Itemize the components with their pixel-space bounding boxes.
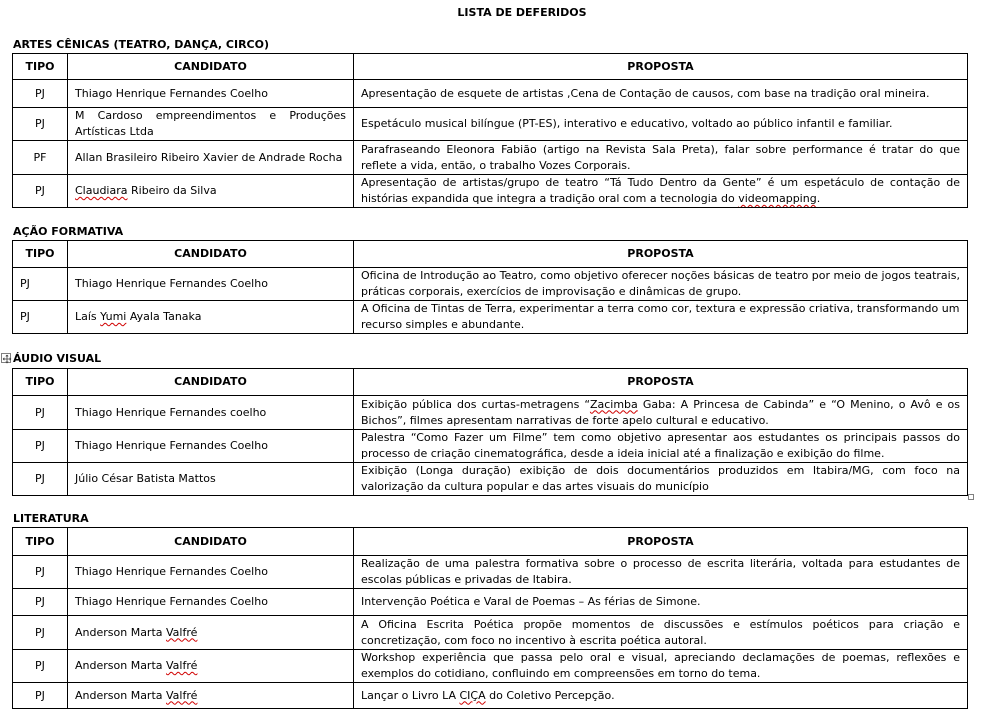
cell-tipo: PF	[13, 141, 68, 175]
table-row	[13, 616, 968, 650]
cell-proposta	[354, 175, 968, 208]
cell-proposta	[354, 683, 968, 709]
cell-candidato	[68, 650, 354, 683]
table-row	[13, 650, 968, 683]
table-acao-formativa	[12, 240, 968, 334]
table-row	[13, 175, 968, 208]
table-row	[13, 683, 968, 709]
cell-candidato: Thiago Henrique Fernandes Coelho	[68, 556, 354, 589]
cell-tipo: PJ	[13, 683, 68, 709]
header-tipo: TIPO	[13, 369, 68, 396]
proposta-text: Apresentação de artistas/grupo de teatro “Tá Tudo Dentro da Gente” é um espetáculo de contação de histórias expandida que integra a tradição oral com a tecnologia do	[361, 176, 960, 205]
table-row	[13, 396, 968, 430]
cell-candidato	[68, 616, 354, 650]
section-title-acao-formativa: AÇÃO FORMATIVA	[13, 225, 124, 238]
proposta-text: Gaba: A Princesa de Cabinda” e “O Menino, o Avô e os Bichos”, filmes apresentam narrativas de forte apelo cultural e educativo.	[361, 397, 961, 427]
header-proposta: PROPOSTA	[354, 241, 968, 268]
document-title: LISTA DE DEFERIDOS	[457, 6, 587, 19]
cell-proposta: Parafraseando Eleonora Fabião (artigo na Revista Sala Preta), falar sobre performance é tratar do que reflete a vida, então, o trabalho Vozes Corporais.	[354, 141, 968, 175]
header-candidato: CANDIDATO	[68, 369, 354, 396]
cell-proposta: Palestra “Como Fazer um Filme” tem como objetivo apresentar aos estudantes os principais passos do processo de criação cinematográfica, desde a ideia inicial até a finalização e exibição do filme.	[354, 430, 968, 463]
table-header-row	[13, 241, 968, 268]
cell-proposta: Apresentação de esquete de artistas ,Cena de Contação de causos, com base na tradição oral mineira.	[354, 80, 968, 108]
candidato-text: Anderson Marta	[75, 688, 167, 702]
misspelled-word: Yumi	[100, 310, 127, 323]
cell-tipo: PJ	[13, 80, 68, 108]
table-row	[13, 430, 968, 463]
proposta-text: do Coletivo Percepção.	[485, 688, 615, 702]
cell-tipo: PJ	[13, 589, 68, 616]
proposta-text: .	[816, 192, 821, 205]
section-title-audio-visual: ÁUDIO VISUAL	[13, 352, 102, 365]
table-header-row	[13, 369, 968, 396]
table-resize-handle[interactable]	[968, 494, 974, 500]
table-header-row	[13, 54, 968, 80]
cell-proposta: A Oficina de Tintas de Terra, experimentar a terra como cor, textura e expressão criativa, transformando um recurso simples e abundante.	[354, 301, 968, 334]
header-tipo: TIPO	[13, 528, 68, 556]
misspelled-word: Claudiara	[75, 184, 128, 197]
table-row	[13, 141, 968, 175]
table-row	[13, 268, 968, 301]
cell-tipo: PJ	[13, 175, 68, 208]
header-tipo: TIPO	[13, 241, 68, 268]
table-artes-cenicas	[12, 53, 968, 208]
table-row	[13, 556, 968, 589]
cell-candidato	[68, 301, 354, 334]
section-title-artes-cenicas: ARTES CÊNICAS (TEATRO, DANÇA, CIRCO)	[13, 38, 270, 51]
cell-tipo: PJ	[13, 301, 68, 334]
proposta-text: Exibição pública dos curtas-metragens “	[361, 397, 590, 411]
candidato-text: Anderson Marta	[75, 659, 167, 672]
cell-proposta: Intervenção Poética e Varal de Poemas – As férias de Simone.	[354, 589, 968, 616]
cell-proposta: A Oficina Escrita Poética propõe momentos de discussões e estímulos poéticos para criação e concretização, com foco no incentivo à escrita poética autoral.	[354, 616, 968, 650]
cell-tipo: PJ	[13, 556, 68, 589]
cell-proposta: Workshop experiência que passa pelo oral e visual, apreciando declamações de poemas, reflexões e exemplos do cotidiano, confluindo em compreensões em torno do tema.	[354, 650, 968, 683]
cell-proposta: Espetáculo musical bilíngue (PT-ES), interativo e educativo, voltado ao público infantil e familiar.	[354, 108, 968, 141]
misspelled-word: CIÇA	[459, 688, 486, 702]
header-proposta: PROPOSTA	[354, 369, 968, 396]
header-proposta: PROPOSTA	[354, 54, 968, 80]
cell-tipo: PJ	[13, 650, 68, 683]
cell-tipo: PJ	[13, 463, 68, 496]
cell-tipo: PJ	[13, 396, 68, 430]
cell-tipo: PJ	[13, 108, 68, 141]
table-row	[13, 589, 968, 616]
header-proposta: PROPOSTA	[354, 528, 968, 556]
cell-proposta: Oficina de Introdução ao Teatro, como objetivo oferecer noções básicas de teatro por meio de jogos teatrais, práticas corporais, exercícios de improvisação e dinâmicas de grupo.	[354, 268, 968, 301]
cell-candidato: M Cardoso empreendimentos e Produções Artísticas Ltda	[68, 108, 354, 141]
table-row	[13, 80, 968, 108]
cell-tipo: PJ	[13, 430, 68, 463]
cell-candidato: Júlio César Batista Mattos	[68, 463, 354, 496]
cell-proposta	[354, 396, 968, 430]
cell-candidato: Thiago Henrique Fernandes Coelho	[68, 430, 354, 463]
cell-candidato	[68, 175, 354, 208]
table-audio-visual	[12, 368, 968, 496]
cell-proposta: Realização de uma palestra formativa sobre o processo de escrita literária, voltada para estudantes de escolas públicas e privadas de Itabira.	[354, 556, 968, 589]
table-row	[13, 301, 968, 334]
candidato-text: Anderson Marta	[75, 625, 167, 639]
cell-tipo: PJ	[13, 616, 68, 650]
section-title-literatura: LITERATURA	[13, 512, 89, 525]
table-move-handle-icon[interactable]	[1, 353, 11, 363]
header-candidato: CANDIDATO	[68, 528, 354, 556]
candidato-text: Laís	[75, 310, 101, 323]
cell-candidato: Thiago Henrique Fernandes Coelho	[68, 80, 354, 108]
cell-candidato: Thiago Henrique Fernandes Coelho	[68, 589, 354, 616]
cell-candidato: Thiago Henrique Fernandes Coelho	[68, 268, 354, 301]
table-header-row	[13, 528, 968, 556]
misspelled-word: Zacimba	[589, 397, 638, 411]
header-candidato: CANDIDATO	[68, 241, 354, 268]
table-row	[13, 463, 968, 496]
cell-candidato	[68, 683, 354, 709]
cell-tipo: PJ	[13, 268, 68, 301]
cell-proposta: Exibição (Longa duração) exibição de dois documentários produzidos em Itabira/MG, com foco na valorização da cultura popular e das artes visuais do município	[354, 463, 968, 496]
misspelled-word: videomapping	[738, 192, 817, 205]
misspelled-word: Valfré	[166, 625, 198, 639]
cell-candidato: Allan Brasileiro Ribeiro Xavier de Andrade Rocha	[68, 141, 354, 175]
candidato-text: Ribeiro da Silva	[127, 184, 217, 197]
proposta-text: Lançar o Livro LA	[361, 688, 460, 702]
candidato-text: Ayala Tanaka	[126, 310, 202, 323]
cell-candidato: Thiago Henrique Fernandes coelho	[68, 396, 354, 430]
misspelled-word: Valfré	[166, 688, 198, 702]
header-candidato: CANDIDATO	[68, 54, 354, 80]
table-row	[13, 108, 968, 141]
header-tipo: TIPO	[13, 54, 68, 80]
table-literatura	[12, 527, 968, 709]
misspelled-word: Valfré	[166, 659, 198, 672]
